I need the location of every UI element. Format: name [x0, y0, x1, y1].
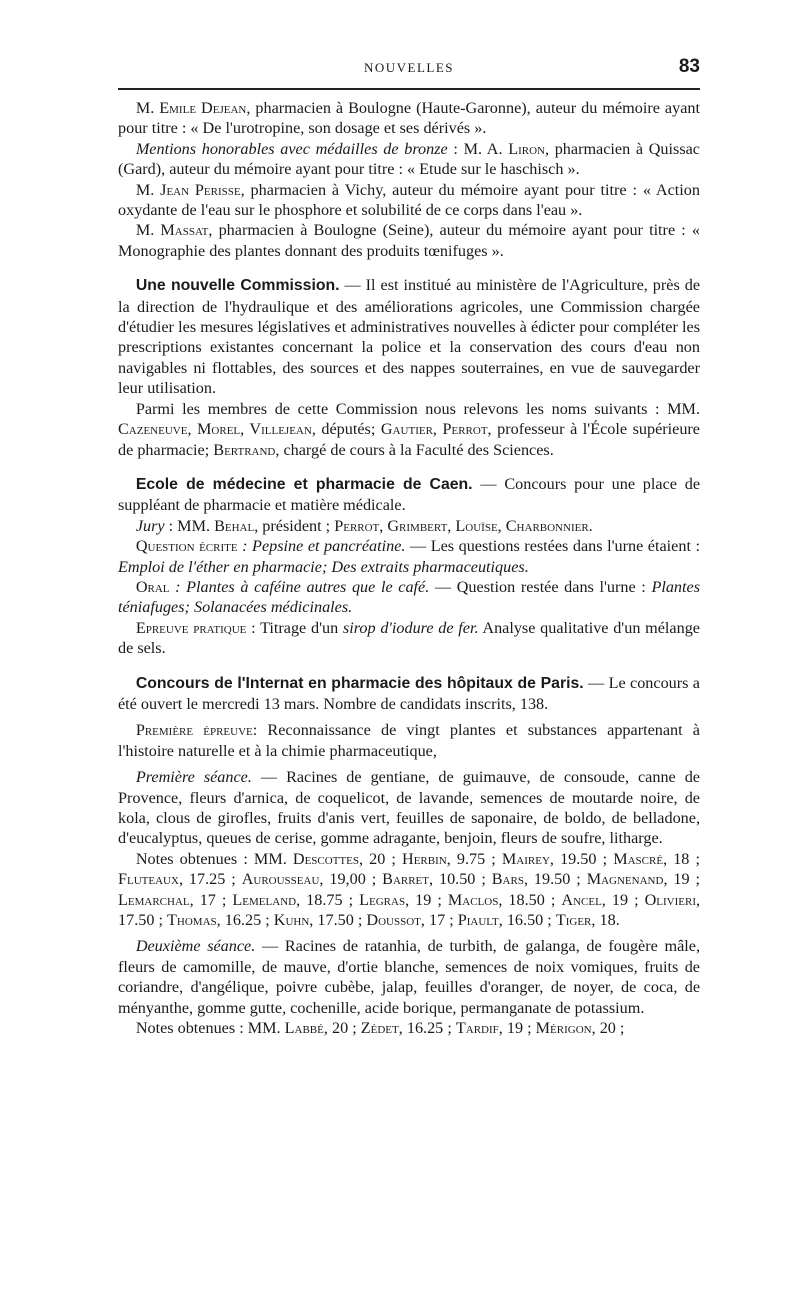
paragraph-text: — Les questions restées dans l'urne étaient :	[405, 537, 700, 556]
paragraph-text: — Racines de gentiane, de guimauve, de consoude, canne de Provence, fleurs d'arnica, de coquelicot, de lavande, semences de moutarde noire, de kola, clous de girofles, fruits d'anis vert, feuilles de saponaire, de boldo, de belladone, d'eucalyptus, queues de cerise, gomme adragante, benjoin, fleurs de soufre, litharge.	[118, 768, 700, 848]
paragraph-text: , pharmacien à Boulogne (Seine), auteur du mémoire ayant pour titre : « Monographie des plantes donnant des produits tœnifuges ».	[118, 221, 700, 260]
section-heading: Concours de l'Internat en pharmacie des hôpitaux de Paris.	[135, 674, 584, 692]
candidate-name: Lemeland	[232, 890, 297, 909]
article-body	[118, 98, 700, 1038]
paragraph-text: Plantes téniafuges; Solanacées médicinales.	[118, 577, 700, 617]
candidate-score: , 19,00 ;	[319, 870, 383, 889]
candidate-name: Ancel	[561, 890, 602, 909]
candidate-score: , 18 ;	[663, 849, 701, 868]
paragraph-text: : MM.	[164, 516, 215, 535]
candidate-name: Labbé	[284, 1019, 324, 1038]
candidate-score: , 19 ;	[663, 870, 701, 889]
candidate-score: , 9.75 ;	[446, 849, 502, 868]
person-name: M. Emile Dejean	[135, 99, 247, 117]
person-names: Perrot, Grimbert, Louïse, Charbonnier.	[334, 516, 593, 535]
paragraph-text: , députés;	[311, 420, 381, 439]
paragraph-notes-2	[118, 1018, 700, 1038]
label-premiere-epreuve: Première épreuve	[135, 721, 253, 740]
candidate-score: , 20 ;	[323, 1019, 361, 1038]
paragraph-text: Emploi de l'éther en pharmacie; Des extraits pharmaceutiques.	[118, 557, 529, 576]
running-title: NOUVELLES	[363, 60, 455, 75]
paragraph-text: : Pepsine et pancréatine.	[237, 537, 406, 556]
paragraph-text: , professeur à l'École supérieure de pharmacie;	[118, 420, 700, 459]
running-header	[118, 56, 700, 80]
candidate-name: Legras	[359, 890, 406, 909]
candidate-name: Herbin	[402, 849, 447, 868]
candidate-name: Olivieri	[644, 890, 696, 909]
candidate-name: Bars	[491, 870, 524, 889]
candidate-name: Mascré	[613, 849, 664, 868]
paragraph-text: — Le concours a été ouvert le mercredi 13 mars. Nombre de candidats inscrits, 138.	[118, 673, 700, 713]
person-name: M. Jean Perisse	[135, 180, 241, 199]
paragraph-commission-members	[118, 399, 700, 460]
label-epreuve: Epreuve pratique	[135, 618, 247, 637]
person-name: M. Massat	[135, 221, 209, 240]
person-names: MM. Cazeneuve, Morel, Villejean	[118, 399, 700, 439]
paragraph-text: — Il est institué au ministère de l'Agriculture, près de la direction de l'hydraulique et des améliorations agricoles, une Commission chargée d'étudier les mesures législatives et administratives nouvelles à édicter pour compléter les prescriptions existantes concernant la police et la conservation des cours d'eau non navigables ni flottables, des sources et des nappes souterraines, en vue de sauvegarder leur utilisation.	[118, 276, 701, 398]
candidate-name: Barret	[382, 870, 429, 889]
paragraph-text: , président ;	[254, 516, 335, 535]
paragraph-internat	[118, 673, 700, 715]
paragraph-jury	[118, 516, 700, 536]
candidate-score: , 17.50 ;	[118, 890, 701, 930]
paragraph-question	[118, 536, 700, 577]
candidate-score: , 16.50 ;	[498, 911, 556, 930]
paragraph-text: , pharmacien à Quissac (Gard), auteur du mémoire ayant pour titre : « Etude sur le haschisch ».	[118, 139, 700, 179]
paragraph-perisse	[118, 180, 700, 221]
person-name: Liron	[508, 139, 545, 158]
candidate-score: , 20 ;	[591, 1019, 625, 1038]
section-heading: Une nouvelle Commission.	[135, 277, 340, 295]
candidate-name: Magnenand	[586, 870, 664, 889]
paragraph-oral	[118, 577, 700, 618]
paragraph-epreuve-pratique	[118, 618, 700, 659]
paragraph-text: — Question restée dans l'urne :	[429, 577, 652, 596]
candidate-score: , 19.50 ;	[523, 870, 587, 889]
paragraph-premiere-seance	[118, 767, 700, 849]
candidate-name: Mérigon	[535, 1019, 592, 1038]
candidate-score: , 16.25 ;	[216, 911, 274, 930]
candidate-score: , 18.	[591, 911, 620, 930]
candidate-score: , 20 ;	[358, 849, 403, 868]
candidate-score: , 18.50 ;	[498, 890, 562, 909]
candidate-name: Tiger	[555, 911, 592, 930]
person-names: Gautier, Perrot	[380, 420, 488, 439]
paragraph-commission	[118, 275, 700, 398]
candidate-score: , 19.50 ;	[549, 849, 614, 868]
paragraph-text: , pharmacien à Vichy, auteur du mémoire ayant pour titre : « Action oxydante de l'eau sur le phosphore et solubilité de ce corps dans l'eau ».	[118, 180, 700, 220]
paragraph-text: : M. A.	[447, 139, 509, 158]
candidate-name: Aurousseau	[241, 870, 320, 889]
label-seance: Première séance.	[135, 768, 252, 787]
candidate-name: Lemarchal	[118, 890, 190, 909]
paragraph-deuxieme-seance	[118, 936, 700, 1018]
person-name: Behal	[214, 516, 255, 535]
candidate-score: , 19 ;	[601, 890, 645, 909]
candidate-name: Mairey	[501, 849, 550, 868]
paragraph-text: — Racines de ratanhia, de turbith, de galanga, de fougère mâle, fleurs de camomille, de mauve, d'ortie blanche, semences de noix vomiques, fruits de coriandre, d'angélique, poivre cubèbe, jalap, feuilles d'oranger, de noyer, de coca, de ményanthe, gomme gutte, cochenille, acide borique, permanganate de potassium.	[118, 937, 700, 1017]
paragraph-text: Notes obtenues : MM.	[135, 849, 293, 868]
candidate-score: , 19 ;	[405, 890, 448, 909]
candidate-score: , 17 ;	[420, 911, 458, 930]
page-number: 83	[678, 56, 700, 77]
paragraph-dejean	[118, 98, 700, 139]
paragraph-liron	[118, 139, 700, 180]
candidate-name: Zédet	[360, 1019, 399, 1038]
candidate-name: Piault	[457, 911, 499, 930]
paragraph-caen	[118, 474, 700, 516]
candidate-score: , 17.25 ;	[178, 870, 242, 889]
candidate-score: , 16.25 ;	[398, 1019, 456, 1038]
notes-list	[285, 1019, 625, 1037]
candidate-name: Doussot	[366, 911, 421, 930]
candidate-score: , 10.50 ;	[429, 870, 492, 889]
header-rule	[118, 88, 700, 90]
person-names: Bertrand	[213, 440, 276, 459]
label-jury: Jury	[135, 516, 165, 535]
candidate-name: Thomas	[167, 911, 217, 930]
candidate-score: , 17 ;	[189, 890, 233, 909]
paragraph-massat	[118, 220, 700, 261]
paragraph-premiere-epreuve	[118, 720, 700, 761]
candidate-name: Fluteaux	[118, 870, 179, 889]
candidate-score: , 17.50 ;	[309, 911, 367, 930]
label-question: Question écrite	[135, 537, 238, 556]
paragraph-text: Analyse qualitative d'un mélange de sels.	[118, 618, 700, 658]
candidate-score: , 19 ;	[498, 1019, 536, 1038]
paragraph-text: , chargé de cours à la Faculté des Sciences.	[275, 440, 554, 459]
paragraph-text: : Plantes à caféine autres que le café.	[169, 577, 430, 596]
section-lead: Mentions honorables avec médailles de bronze	[135, 139, 448, 158]
section-heading: Ecole de médecine et pharmacie de Caen.	[135, 475, 473, 493]
candidate-name: Tardif	[455, 1019, 499, 1038]
candidate-name: Kuhn	[273, 911, 310, 930]
paragraph-text: sirop d'iodure de fer.	[342, 618, 479, 637]
candidate-name: Descottes	[292, 849, 359, 868]
label-seance: Deuxième séance.	[135, 937, 256, 956]
paragraph-text: : Titrage d'un	[246, 618, 343, 637]
paragraph-text: Parmi les membres de cette Commission nous relevons les noms suivants :	[135, 399, 668, 418]
label-oral: Oral	[135, 577, 170, 596]
paragraph-text: : Reconnaissance de vingt plantes et substances appartenant à l'histoire naturelle et à la chimie pharmaceutique,	[118, 721, 700, 760]
paragraph-notes-1	[118, 849, 700, 931]
paragraph-text: Notes obtenues : MM.	[135, 1019, 285, 1038]
paragraph-text: — Concours pour une place de suppléant de pharmacie et matière médicale.	[118, 474, 701, 515]
paragraph-text: , pharmacien à Boulogne (Haute-Garonne), auteur du mémoire ayant pour titre : « De l'urotropine, son dosage et ses dérivés ».	[118, 99, 700, 138]
candidate-name: Maclos	[447, 890, 499, 909]
candidate-score: , 18.75 ;	[296, 890, 360, 909]
